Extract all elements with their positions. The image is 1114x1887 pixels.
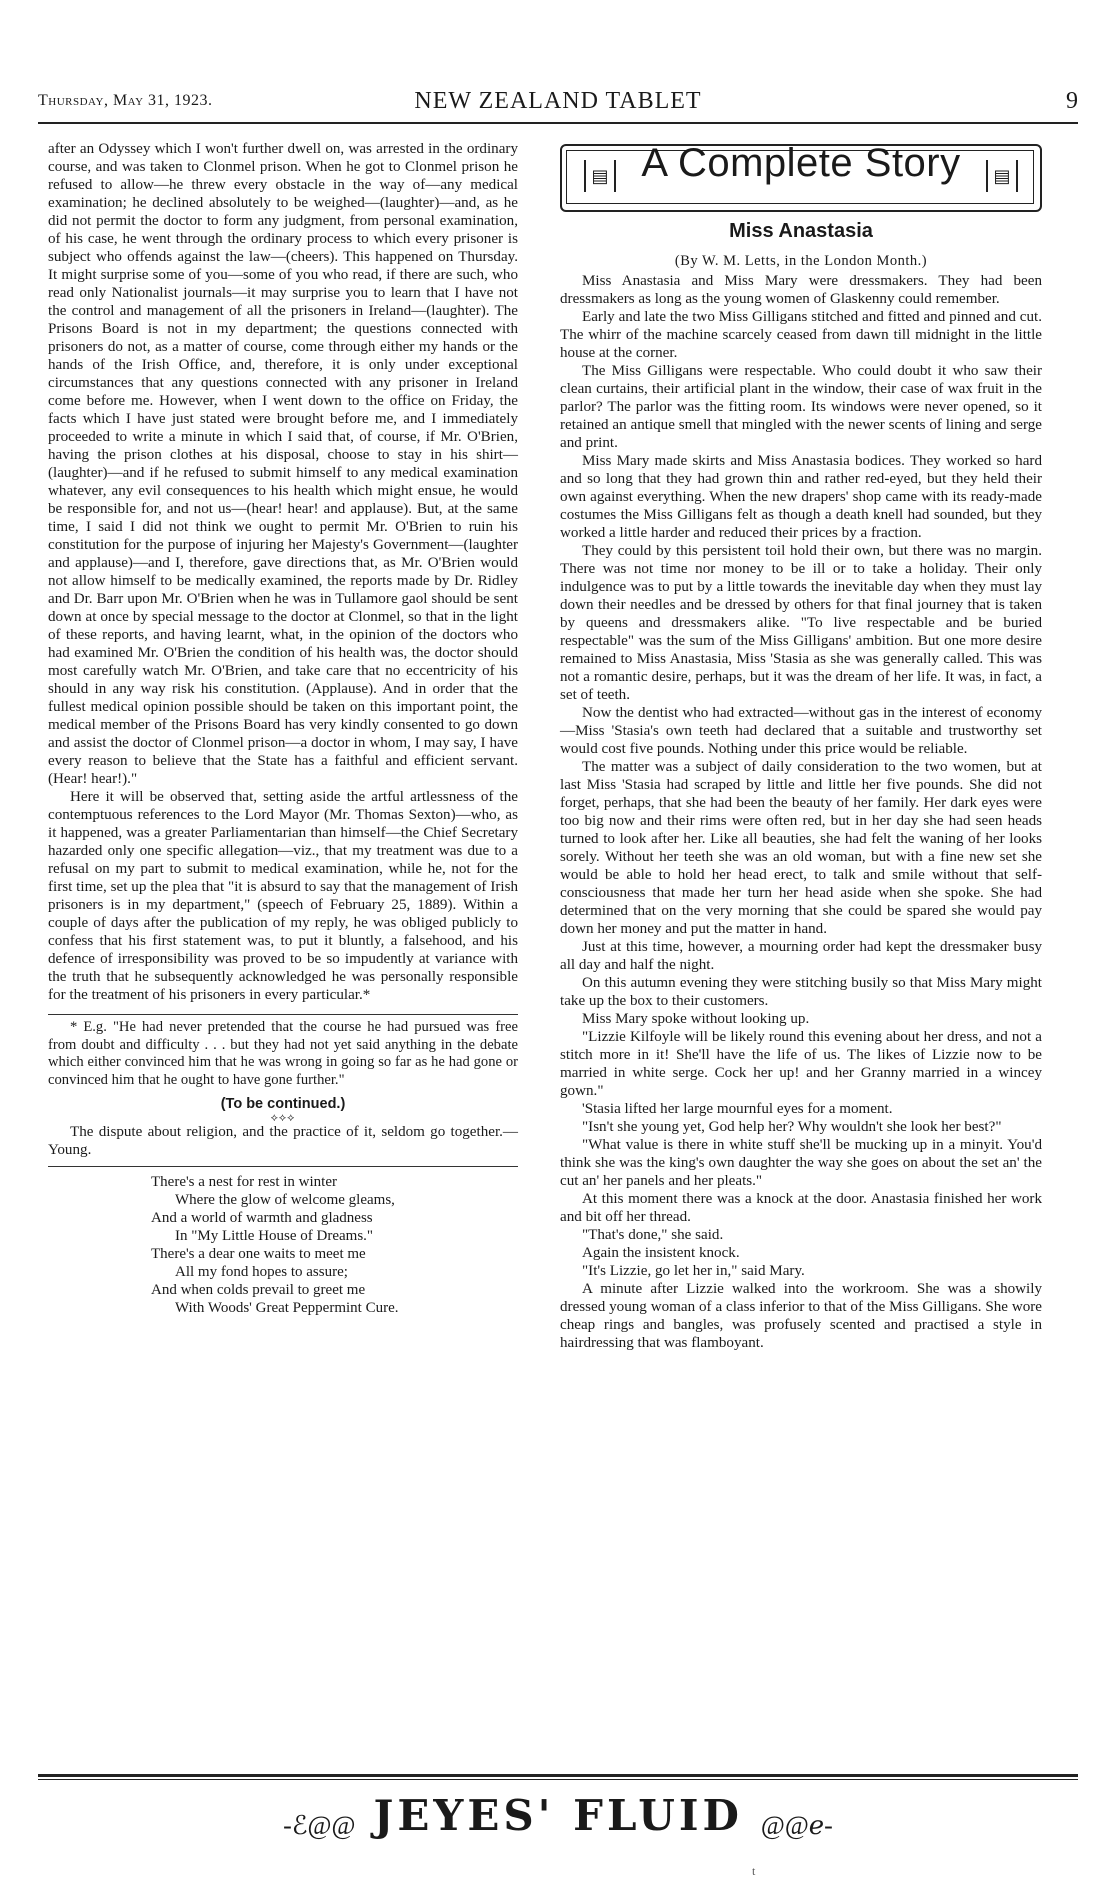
story-paragraph: "What value is there in white stuff she'll be mucking up in a minyit. You'd think she was the king's own daughter the way she goes on about the set an' the cut an' her panels and her pleats." xyxy=(560,1137,1042,1189)
article-paragraph: Here it will be observed that, setting aside the artful artlessness of the contemptuous references to the Lord Mayor (Mr. Thomas Sexton)—who, as it happened, was a greater Parliamentarian than himself—the Chief Secretary hazarded only one specific allegation—viz., that my treatment was due to a refusal on my part to submit to medical examination, while he, not for the first time, set up the plea that "it is absurd to say that the management of Irish prisoners is in my department," (speech of February 25, 1889). Within a couple of days after the publication of my reply, he was obliged publicly to confess that his first statement was, to put it bluntly, a falsehood, and his defence of irresponsibility was proved to be so impudently at variance with the truth that he subsequently acknowledged he was personally responsible for the treatment of his prisoners in every particular.* xyxy=(48,789,518,1003)
poem-advert xyxy=(48,1173,518,1317)
story-paragraph: "Lizzie Kilfoyle will be likely round this evening about her dress, and not a stitch more in it! She'll have the life of us. The likes of Lizzie now to be married in white serge. Cock her up! and her Granny married in a wincey gown." xyxy=(560,1029,1042,1099)
footnote-text: * E.g. "He had never pretended that the course he had pursued was free from doubt and difficulty . . . but they had not yet said anything in the debate which either convinced him that he was wrong in going so far as he had gone or convinced him that he ought to have gone further." xyxy=(48,1019,518,1088)
story-paragraph: The matter was a subject of daily consideration to the two women, but at last Miss 'Stasia had scraped by little and little her five pounds. She did not forget, perhaps, that she had been the beauty of her family. Her dark eyes were too big now and their rims were often red, but in her day she had seen heads turned to look after her. Like all beauties, she had felt the waning of her looks sorely. Without her teeth she was an old woman, but with a fine new set she would be able to hold her head erect, to talk and smile without that self-consciousness that made her turn her head aside when she spoke. She had determined that on the very morning that she could be spared she would pay down her money and put the matter in hand. xyxy=(560,759,1042,937)
story-paragraph: Miss Mary spoke without looking up. xyxy=(582,1011,810,1027)
ornament-divider: ⟡⟡⟡ xyxy=(270,1112,296,1124)
story-paragraph: A minute after Lizzie walked into the workroom. She was a showily dressed young woman of a class inferior to that of the Miss Gilligans. She wore cheap rings and bangles, was profusely scented and practised a style in hairdressing that was flamboyant. xyxy=(560,1281,1042,1351)
flourish-left-icon: -ℰ@@ xyxy=(283,1811,356,1841)
story-banner xyxy=(560,140,1042,218)
story-paragraph: Now the dentist who had extracted—without gas in the interest of economy—Miss 'Stasia's own teeth had declared that a suitable and trustworthy set would cost five pounds. Nothing under this price would be reliable. xyxy=(560,705,1042,757)
poem-line: There's a nest for rest in winter xyxy=(151,1174,337,1190)
story-paragraph: On this autumn evening they were stitching busily so that Miss Mary might take up the box to their customers. xyxy=(560,975,1042,1009)
story-paragraph: At this moment there was a knock at the door. Anastasia finished her work and bit off her thread. xyxy=(560,1191,1042,1225)
poem-line: In "My Little House of Dreams." xyxy=(175,1228,374,1244)
banner-title: A Complete Story xyxy=(641,141,961,185)
quote-filler: The dispute about religion, and the practice of it, seldom go together.—Young. xyxy=(48,1124,518,1158)
advert-rule xyxy=(38,1779,1078,1780)
footnote xyxy=(48,1014,518,1089)
flourish-right-icon: @@ℯ- xyxy=(760,1811,833,1841)
poem-line: Where the glow of welcome gleams, xyxy=(175,1192,395,1208)
book-ornament-icon: ▤ xyxy=(584,160,616,192)
issue-date: Thursday, May 31, 1923. xyxy=(38,92,213,109)
poem-line: And a world of warmth and gladness xyxy=(151,1210,373,1226)
page-number: 9 xyxy=(1066,88,1078,114)
story-paragraph: "That's done," she said. xyxy=(582,1227,724,1243)
stray-print-mark: t xyxy=(752,1864,756,1878)
story-paragraph: The Miss Gilligans were respectable. Who could doubt it who saw their clean curtains, their artificial plant in the window, their case of wax fruit in the parlor? The parlor was the fitting room. Its windows were never opened, so it retained an antique smell that mingled with the newer scents of lining and serge and print. xyxy=(560,363,1042,451)
poem-line: With Woods' Great Peppermint Cure. xyxy=(175,1300,399,1316)
page-header xyxy=(38,88,1078,124)
poem-line: And when colds prevail to greet me xyxy=(151,1282,366,1298)
advert-rule xyxy=(38,1774,1078,1777)
article-paragraph: after an Odyssey which I won't further dwell on, was arrested in the ordinary course, and was taken to Clonmel prison. When he got to Clonmel prison he refused to allow—he threw every obstacle in the way of—any medical examination; he declined absolutely to be weighed—(laughter)—and, as he did not permit the doctor to form any judgment, from personal examination, of his case, he went through the ordinary process to which every prisoner is subject who offends against the law—(cheers). This happened on Thursday. It might surprise some of you—some of you who read, if there are such, who read only Nationalist journals—it may surprise you to learn that I have not the control and management of all the prisoners in Ireland—(laughter). The Prisons Board is not in my department; the questions connected with prisoners do not, as a matter of course, come through either my hands or the hands of the Irish Office, and, therefore, it is only under exceptional circumstances that any questions connected with any prisoner in Ireland come before me. However, when I went down to the office on Friday, the facts which I have just stated were brought before me, and I immediately proceeded to write a minute in which I said that, of course, if Mr. O'Brien, having the prison clothes at his disposal, choose to stay in his shirt—(laughter)—and if he refused to submit himself to any medical examination whatever, any evil consequences to his health which might ensue, he would be responsible for, and not us—(hear! hear! and applause). But, at the same time, I said I did not think we ought to permit Mr. O'Brien to ruin his constitution for the purpose of injuring her Majesty's Government—(laughter and applause)—and I, therefore, gave directions that, as Mr. O'Brien would not allow himself to be medically examined, the reports made by Dr. Ridley and Dr. Barr upon Mr. O'Brien when he was in Tullamore gaol should be sent down at once by special message to the doctor at Clonmel, so that in the light of these reports, and having learnt, what, in the opinion of the doctors who had examined Mr. O'Brien the condition of his health was, the doctor should most carefully watch Mr. O'Brien, and take care that no eccentricity of his should in any way risk his constitution. (Applause). And in order that the fullest medical opinion possible should be taken on this important point, the medical member of the Prisons Board has very kindly consented to go down and assist the doctor of Clonmel prison—a doctor in whom, I may say, I have every reason to believe that the State has a faithful and efficient servant. (Hear! hear!)." xyxy=(48,141,518,787)
story-title: Miss Anastasia xyxy=(729,220,873,242)
story-paragraph: "Isn't she young yet, God help her? Why wouldn't she look her best?" xyxy=(582,1119,1002,1135)
right-column xyxy=(560,140,1042,1352)
story-paragraph: Miss Mary made skirts and Miss Anastasia bodices. They worked so hard and so long that they had grown thin and rather red-eyed, but they held their own against everything. When the new drapers' shop came with its ready-made costumes the Miss Gilligans felt as though a death knell had sounded, but they worked a little harder and reduced their prices by a fraction. xyxy=(560,453,1042,541)
story-paragraph: 'Stasia lifted her large mournful eyes for a moment. xyxy=(582,1101,893,1117)
story-paragraph: Just at this time, however, a mourning order had kept the dressmaker busy all day and half the night. xyxy=(560,939,1042,973)
poem-line: There's a dear one waits to meet me xyxy=(151,1246,366,1262)
left-column xyxy=(48,140,518,1317)
story-paragraph: "It's Lizzie, go let her in," said Mary. xyxy=(582,1263,805,1279)
story-paragraph: Early and late the two Miss Gilligans stitched and fitted and pinned and cut. The whirr of the machine scarcely ceased from dawn till midnight in the little house at the corner. xyxy=(560,309,1042,361)
poem-line: All my fond hopes to assure; xyxy=(175,1264,348,1280)
to-be-continued: (To be continued.) xyxy=(220,1096,346,1112)
book-ornament-icon: ▤ xyxy=(986,160,1018,192)
publication-title: NEW ZEALAND TABLET xyxy=(414,88,702,114)
story-byline: (By W. M. Letts, in the London Month.) xyxy=(674,253,928,269)
story-paragraph: Miss Anastasia and Miss Mary were dressmakers. They had been dressmakers as long as the young women of Glaskenny could remember. xyxy=(560,273,1042,307)
divider-rule xyxy=(48,1166,518,1167)
jeyes-fluid-advert xyxy=(38,1786,1078,1846)
story-paragraph: Again the insistent knock. xyxy=(582,1245,740,1261)
story-paragraph: They could by this persistent toil hold their own, but there was no margin. There was not time nor money to be ill or to take a holiday. Their only indulgence was to put by a little towards the inevitable day when they must lay down their needles and be dressed by others for that final journey that is taken by queens and dressmakers alike. "To live respectable and be buried respectable" was the sum of the Miss Gilligans' ambition. But one more desire remained to Miss Anastasia, Miss 'Stasia as she was generally called. This was not a romantic desire, perhaps, but it was the dream of her life. It was, in fact, a set of teeth. xyxy=(560,543,1042,703)
advert-text: JEYES' FLUID xyxy=(373,1791,743,1840)
